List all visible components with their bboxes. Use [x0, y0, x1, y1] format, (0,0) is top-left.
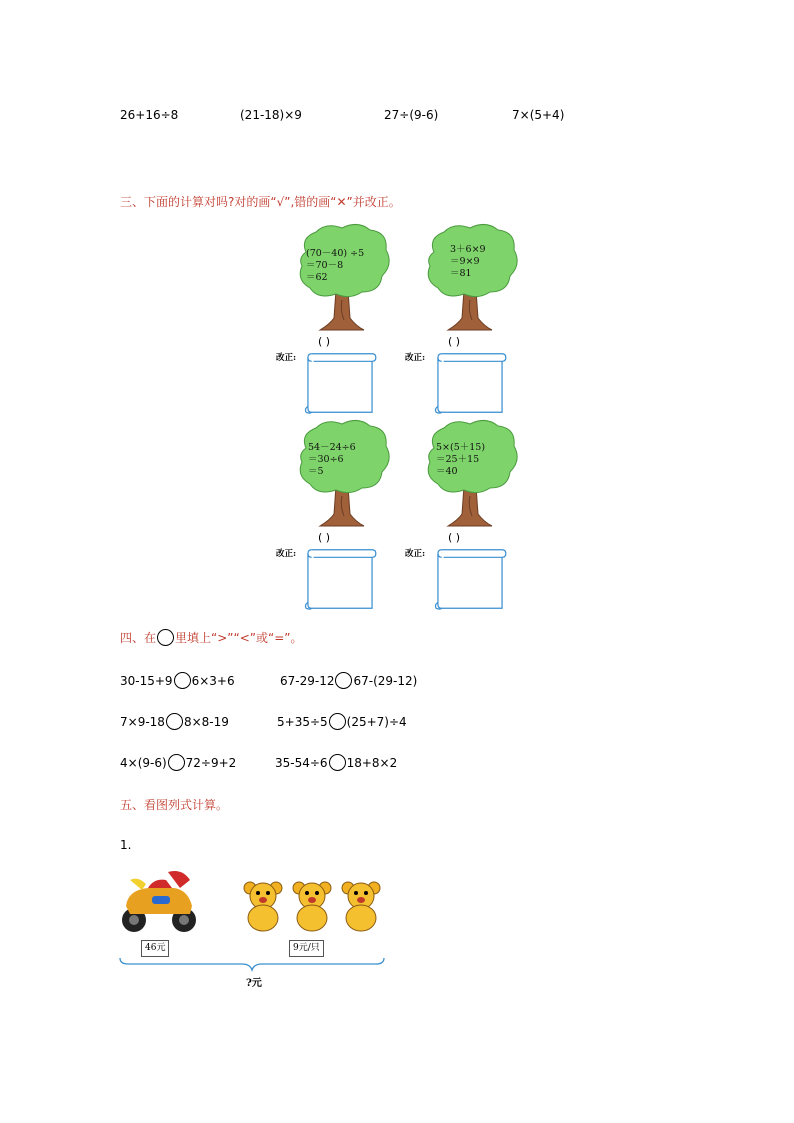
tree-3-correction-label: 改正:	[276, 549, 297, 559]
compare-6	[275, 754, 397, 771]
section3-heading: 三、下面的计算对吗?对的画“√”,错的画“✕”并改正。	[120, 195, 401, 209]
expression-4: 7×(5+4)	[512, 108, 565, 122]
tree-2-answer-paren[interactable]: ( )	[448, 335, 461, 348]
compare-4-right: (25+7)÷4	[346, 715, 407, 729]
compare-3-left: 7×9-18	[120, 715, 165, 729]
circle-blank-icon	[157, 629, 174, 646]
tree-4-line-3: ＝40	[436, 466, 458, 477]
tree-3-line-1: 54－24÷6	[308, 442, 356, 453]
section4-heading-suffix: 里填上“>”“<”或“=”。	[175, 631, 303, 645]
tree-3	[296, 418, 392, 530]
tree-4	[424, 418, 520, 530]
compare-4-left: 5+35÷5	[277, 715, 328, 729]
teddy-bear-3	[342, 882, 380, 931]
toy-motorbike-icon	[118, 866, 202, 936]
teddy-bear-2	[293, 882, 331, 931]
correction-scroll-1[interactable]	[302, 350, 378, 416]
expression-3: 27÷(9-6)	[384, 108, 439, 122]
correction-scroll-3[interactable]	[302, 546, 378, 612]
compare-4	[277, 713, 407, 730]
compare-3	[120, 713, 229, 730]
compare-1-circle[interactable]	[174, 672, 191, 689]
section5-heading: 五、看图列式计算。	[120, 798, 229, 812]
compare-2-right: 67-(29-12)	[353, 674, 418, 688]
expression-1: 26+16÷8	[120, 108, 179, 122]
problem-number: 1.	[120, 838, 132, 852]
tree-1-correction-label: 改正:	[276, 353, 297, 363]
tree-4-line-1: 5×(5＋15)	[436, 442, 486, 453]
compare-3-circle[interactable]	[166, 713, 183, 730]
compare-6-right: 18+8×2	[346, 756, 398, 770]
compare-5-right: 72÷9+2	[185, 756, 237, 770]
compare-2-circle[interactable]	[335, 672, 352, 689]
tree-2-line-2: ＝9×9	[450, 256, 480, 267]
tree-1-answer-paren[interactable]: ( )	[318, 335, 331, 348]
compare-4-circle[interactable]	[329, 713, 346, 730]
compare-2-left: 67-29-12	[280, 674, 335, 688]
expression-2: (21-18)×9	[240, 108, 302, 122]
tree-3-line-2: ＝30÷6	[308, 454, 344, 465]
bear-price-label: 9元/只	[289, 940, 324, 957]
compare-3-right: 8×8-19	[183, 715, 229, 729]
tree-4-correction-label: 改正:	[405, 549, 426, 559]
teddy-bear-1	[244, 882, 282, 931]
compare-5-circle[interactable]	[168, 754, 185, 771]
tree-3-answer-paren[interactable]: ( )	[318, 531, 331, 544]
correction-scroll-4[interactable]	[432, 546, 508, 612]
compare-5	[120, 754, 236, 771]
correction-scroll-2[interactable]	[432, 350, 508, 416]
compare-2	[280, 672, 417, 689]
compare-1-right: 6×3+6	[191, 674, 235, 688]
compare-6-circle[interactable]	[329, 754, 346, 771]
teddy-bears-icon	[240, 878, 386, 934]
compare-6-left: 35-54÷6	[275, 756, 328, 770]
tree-1-line-1: (70－40) ÷5	[306, 248, 365, 259]
tree-2-line-1: 3＋6×9	[450, 244, 486, 255]
compare-1	[120, 672, 235, 689]
section4-heading	[120, 629, 302, 646]
tree-4-line-2: ＝25＋15	[436, 454, 480, 465]
motorbike-price-label: 46元	[141, 940, 169, 957]
tree-4-answer-paren[interactable]: ( )	[448, 531, 461, 544]
tree-1-line-3: ＝62	[306, 272, 328, 283]
tree-1	[296, 222, 392, 334]
tree-2	[424, 222, 520, 334]
total-brace	[118, 956, 386, 972]
tree-3-line-3: ＝5	[308, 466, 324, 477]
compare-1-left: 30-15+9	[120, 674, 173, 688]
tree-1-line-2: ＝70－8	[306, 260, 344, 271]
total-question-label: ?元	[246, 978, 262, 989]
section4-heading-prefix: 四、在	[120, 631, 157, 645]
tree-2-line-3: ＝81	[450, 268, 472, 279]
compare-5-left: 4×(9-6)	[120, 756, 167, 770]
tree-2-correction-label: 改正:	[405, 353, 426, 363]
